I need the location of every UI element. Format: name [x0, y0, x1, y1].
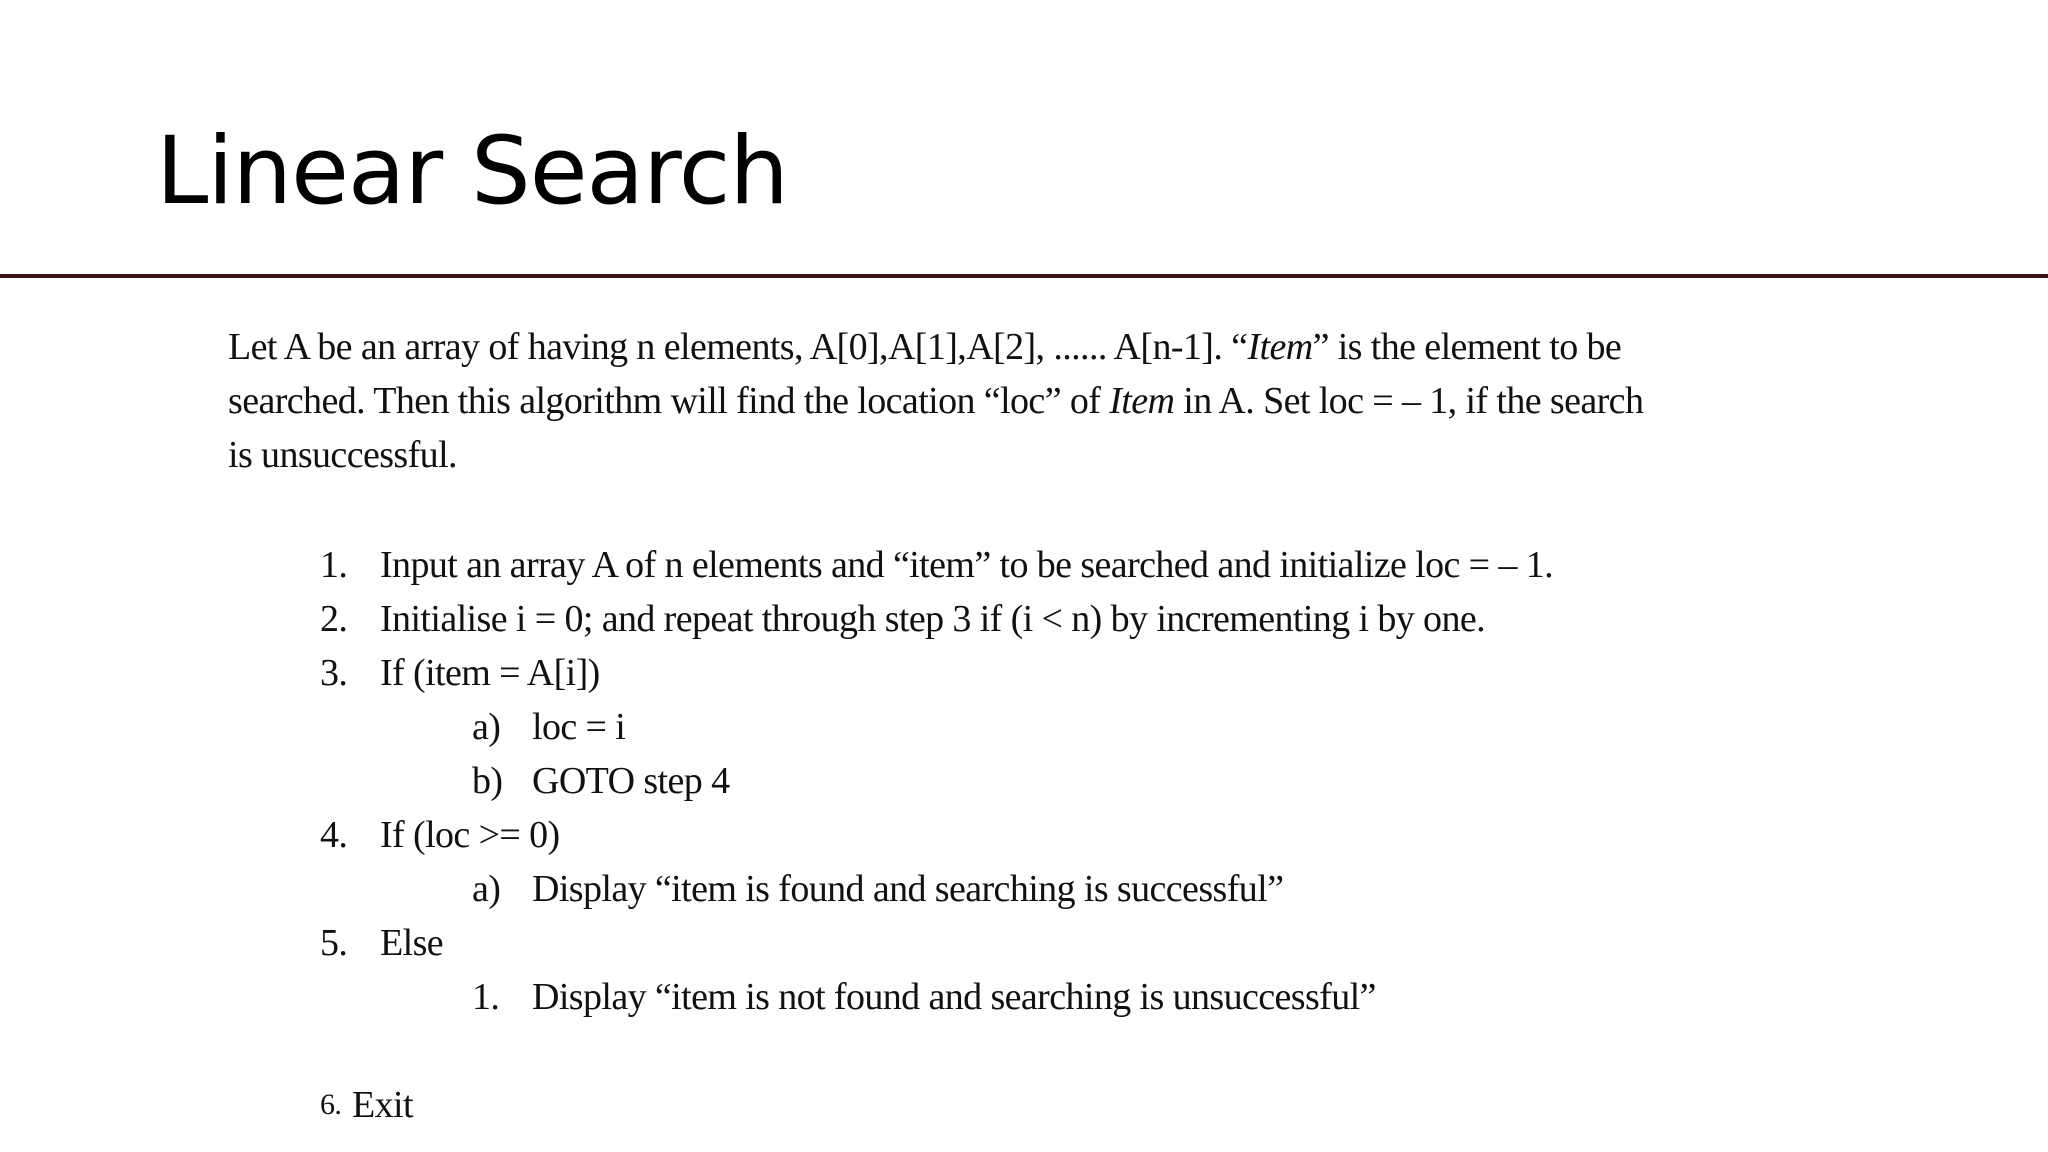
intro-line-2-item: Item	[1109, 380, 1175, 422]
step-number: 5.	[320, 922, 348, 964]
substep-label: a)	[472, 706, 501, 748]
intro-paragraph	[228, 320, 1928, 482]
step-text: If (loc >= 0)	[380, 814, 560, 856]
step-text: Initialise i = 0; and repeat through step 3 if (i < n) by incrementing i by one.	[380, 598, 1486, 640]
intro-line-1	[228, 320, 1928, 374]
substep-text: Display “item is not found and searching is unsuccessful”	[532, 976, 1376, 1018]
step-text: Else	[380, 922, 444, 964]
substep-text: Display “item is found and searching is successful”	[532, 868, 1284, 910]
intro-line-1-item: Item	[1247, 326, 1313, 368]
algorithm-body	[228, 320, 1928, 1126]
substep-label: 1.	[472, 976, 500, 1018]
intro-line-2	[228, 374, 1928, 428]
intro-line-1-text-b: ” is the element to be	[1312, 326, 1622, 368]
step-text: If (item = A[i])	[380, 652, 600, 694]
step-number: 6.	[320, 1088, 342, 1121]
step-text: Input an array A of n elements and “item” to be searched and initialize loc = – 1.	[380, 544, 1554, 586]
substep-text: loc = i	[532, 706, 626, 748]
step-number: 4.	[320, 814, 348, 856]
intro-line-3: is unsuccessful.	[228, 434, 457, 476]
intro-line-2-text-b: in A. Set loc = – 1, if the search	[1174, 380, 1644, 422]
step-number: 2.	[320, 598, 348, 640]
intro-line-2-text-a: searched. Then this algorithm will find the location “loc” of	[228, 380, 1110, 422]
intro-line-1-text-a: Let A be an array of having n elements, A[0],A[1],A[2], ...... A[n-1]. “	[228, 326, 1248, 368]
substep-label: b)	[472, 760, 503, 802]
step-text: Exit	[352, 1084, 413, 1126]
step-number: 1.	[320, 544, 348, 586]
title-divider	[0, 274, 2048, 278]
step-number: 3.	[320, 652, 348, 694]
substep-label: a)	[472, 868, 501, 910]
substep-text: GOTO step 4	[532, 760, 730, 802]
slide-title: Linear Search	[156, 117, 788, 226]
